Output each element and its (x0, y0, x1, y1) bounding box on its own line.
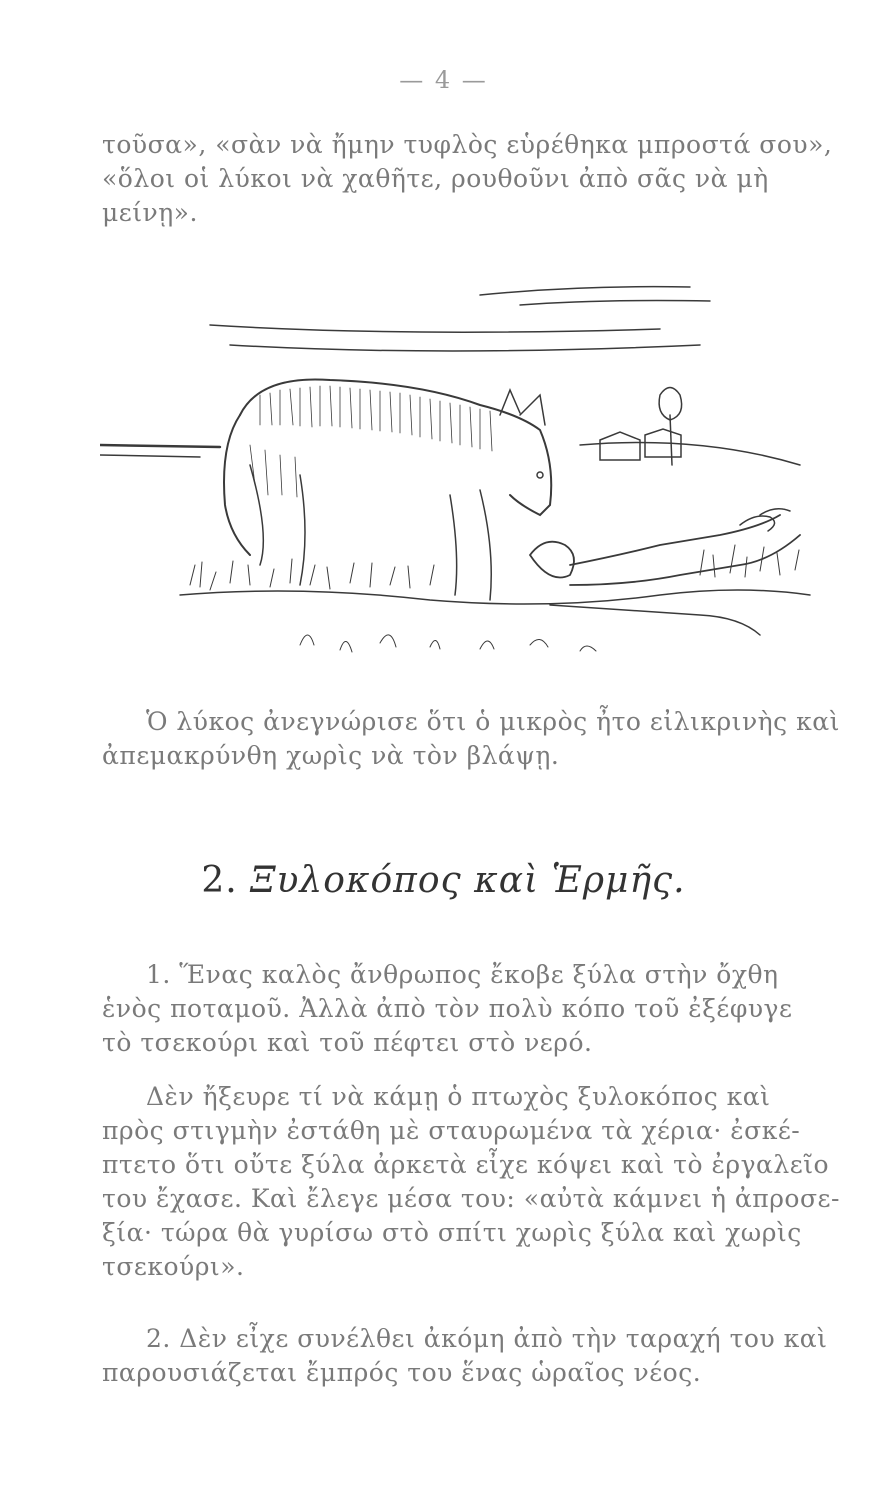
text-line: τὸ τσεκούρι καὶ τοῦ πέφτει στὸ νερό. (102, 1028, 593, 1057)
text-line: ἀπεμακρύνθη χωρὶς νὰ τὸν βλάψῃ. (102, 741, 560, 770)
paragraph-2 (102, 1080, 840, 1284)
section-number: 2. (201, 860, 238, 901)
text-line: 2. Δὲν εἶχε συνέλθει ἀκόμη ἀπὸ τὴν ταραχή του καὶ (146, 1324, 828, 1353)
page-number: — 4 — (399, 66, 488, 94)
text-line: ξία· τώρα θὰ γυρίσω στὸ σπίτι χωρὶς ξύλα καὶ χωρὶς (102, 1218, 802, 1247)
text-line: του ἔχασε. Καὶ ἔλεγε μέσα του: «αὐτὰ κάμνει ἡ ἀπροσε- (102, 1184, 840, 1213)
text-line: πρὸς στιγμὴν ἐστάθη μὲ σταυρωμένα τὰ χέρια· ἐσκέ- (102, 1116, 801, 1145)
text-line: τοῦσα», «σὰν νὰ ἤμην τυφλὸς εὑρέθηκα μπροστά σου», (102, 130, 833, 159)
paragraph-1 (102, 958, 840, 1060)
section-heading (0, 860, 887, 901)
text-line: μείνῃ». (102, 198, 198, 227)
section-title: Ξυλοκόπος καὶ Ἑρμῆς. (250, 860, 686, 901)
text-line: πτετο ὅτι οὔτε ξύλα ἀρκετὰ εἶχε κόψει καὶ τὸ ἐργαλεῖο (102, 1150, 830, 1179)
text-line: Δὲν ἤξευρε τί νὰ κάμῃ ὁ πτωχὸς ξυλοκόπος καὶ (146, 1082, 771, 1111)
text-line: 1. Ἕνας καλὸς ἄνθρωπος ἔκοβε ξύλα στὴν ὄχθη (146, 960, 779, 989)
text-line: Ὁ λύκος ἀνεγνώρισε ὅτι ὁ μικρὸς ἦτο εἰλικρινὴς καὶ (146, 707, 840, 736)
text-line: «ὅλοι οἱ λύκοι νὰ χαθῆτε, ρουθοῦνι ἀπὸ σᾶς νὰ μὴ (102, 164, 769, 193)
caption-paragraph (102, 705, 840, 773)
intro-paragraph (102, 128, 840, 230)
text-line: τσεκούρι». (102, 1252, 245, 1281)
text-line: παρουσιάζεται ἔμπρός του ἕνας ὡραῖος νέος. (102, 1358, 702, 1387)
wolf-and-sleeping-boy-illustration (100, 265, 820, 685)
text-line: ἑνὸς ποταμοῦ. Ἀλλὰ ἀπὸ τὸν πολὺ κόπο τοῦ ἐξέφυγε (102, 994, 793, 1023)
paragraph-3 (102, 1322, 840, 1390)
